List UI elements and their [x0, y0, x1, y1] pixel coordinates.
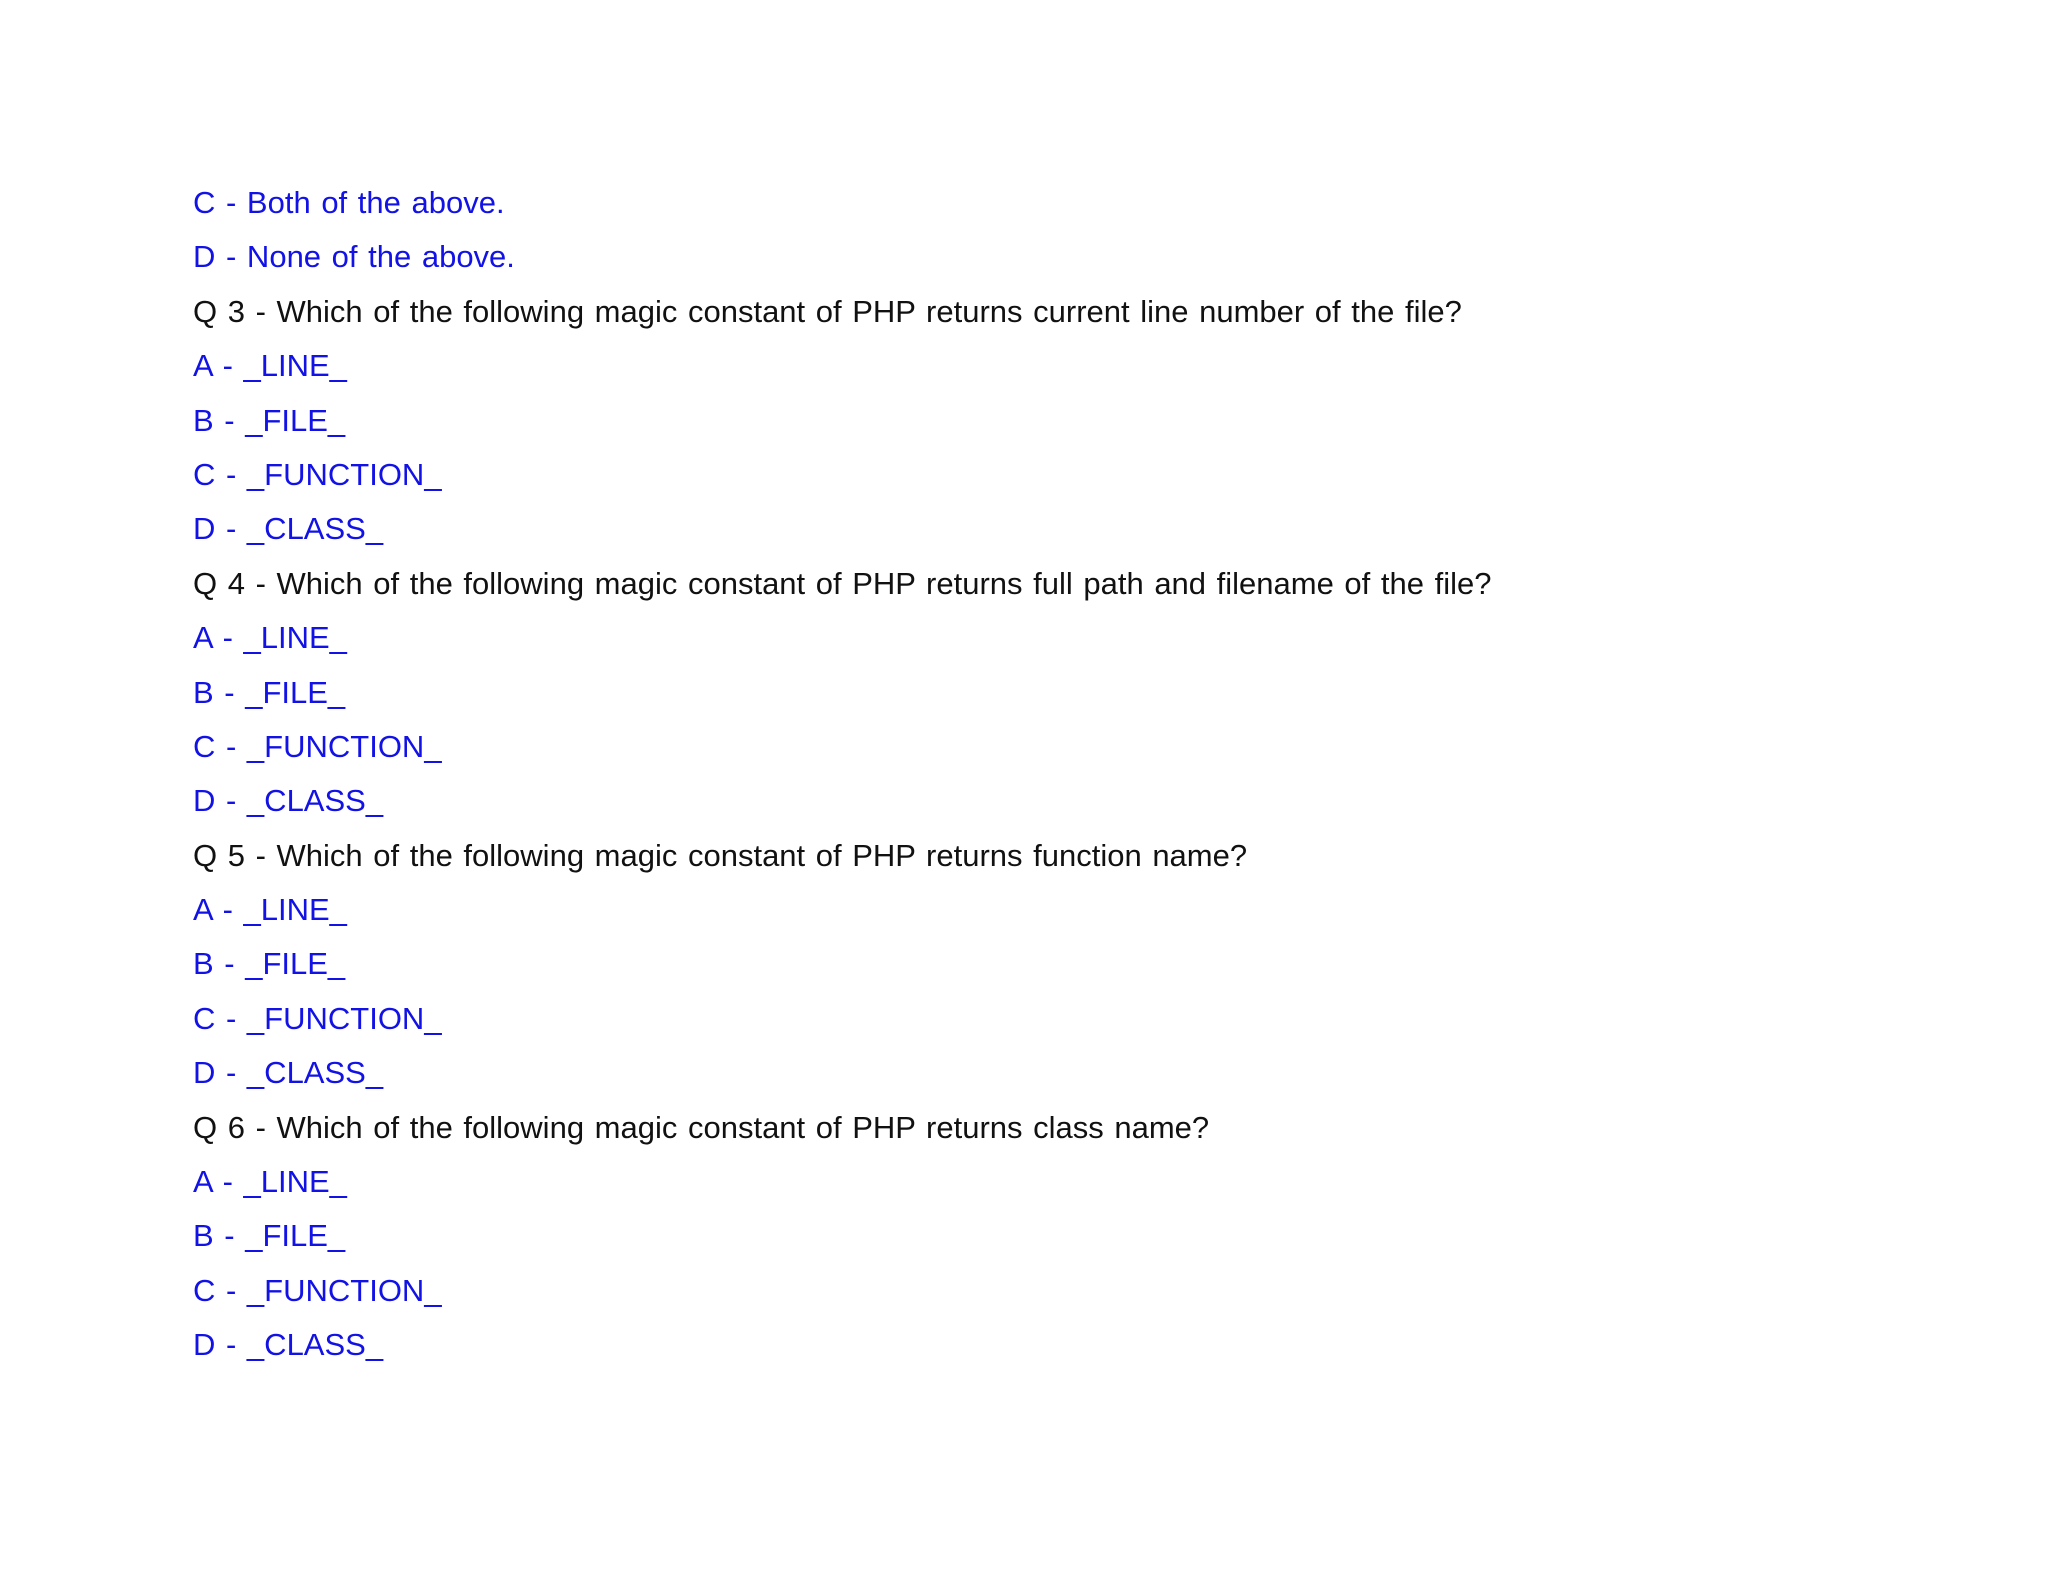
option-line: D - _CLASS_ — [193, 1055, 384, 1091]
option-line: A - _LINE_ — [193, 892, 347, 928]
option-line: A - _LINE_ — [193, 620, 347, 656]
quiz-content — [193, 176, 1491, 1373]
option-line: C - Both of the above. — [193, 185, 505, 220]
option-line: C - _FUNCTION_ — [193, 1272, 442, 1308]
question-line: Q 3 - Which of the following magic constant of PHP returns current line number of the file? — [193, 293, 1462, 329]
option-line: B - _FILE_ — [193, 946, 346, 982]
option-line: D - _CLASS_ — [193, 783, 384, 819]
question-line: Q 5 - Which of the following magic constant of PHP returns function name? — [193, 837, 1248, 873]
option-line: B - _FILE_ — [193, 1218, 346, 1254]
option-line: C - _FUNCTION_ — [193, 728, 442, 764]
option-line: C - _FUNCTION_ — [193, 1000, 442, 1036]
option-line: B - _FILE_ — [193, 402, 346, 438]
option-line: D - _CLASS_ — [193, 1327, 384, 1363]
option-line: D - _CLASS_ — [193, 511, 384, 547]
option-line: C - _FUNCTION_ — [193, 456, 442, 492]
option-line: A - _LINE_ — [193, 348, 347, 384]
question-line: Q 6 - Which of the following magic constant of PHP returns class name? — [193, 1109, 1210, 1145]
question-line: Q 4 - Which of the following magic constant of PHP returns full path and filename of the file? — [193, 565, 1492, 601]
option-line: A - _LINE_ — [193, 1164, 347, 1200]
option-line: B - _FILE_ — [193, 674, 346, 710]
option-line: D - None of the above. — [193, 239, 515, 275]
